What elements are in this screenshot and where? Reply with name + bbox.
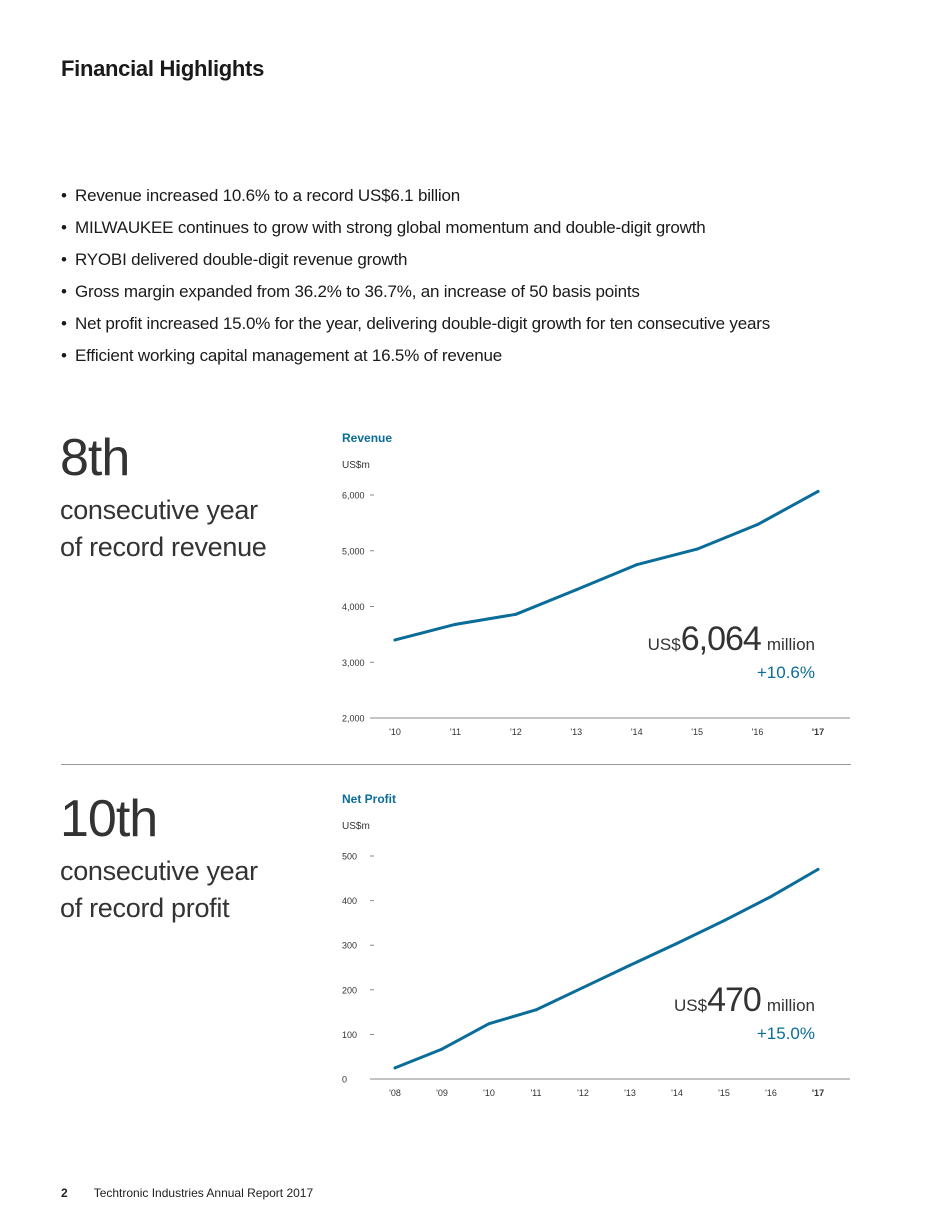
net-profit-y-tick-label: 0 (342, 1074, 348, 1085)
revenue-callout-change: +10.6% (756, 663, 815, 682)
bullet-text: Net profit increased 15.0% for the year, delivering double-digit growth for ten consecutive years (75, 314, 770, 333)
net-profit-data-point (629, 964, 632, 967)
revenue-x-tick-label: '16 (751, 727, 764, 737)
net-profit-x-tick-label: '12 (577, 1088, 589, 1098)
net-profit-y-tick-label: 400 (342, 896, 358, 907)
revenue-chart-svg (330, 425, 860, 755)
net-profit-data-point (723, 919, 726, 922)
net-profit-series-line (395, 869, 818, 1067)
list-item (61, 308, 911, 340)
list-item (61, 276, 911, 308)
net-profit-chart (330, 786, 860, 1116)
bullet-text: Efficient working capital management at 16.5% of revenue (75, 346, 502, 365)
net-profit-callout-number: 470 (707, 981, 761, 1019)
highlights-list (61, 180, 911, 372)
revenue-chart (330, 425, 860, 755)
revenue-stat-line1: consecutive year (60, 495, 258, 525)
revenue-stat-desc (60, 492, 267, 566)
revenue-callout-value (648, 620, 815, 658)
net-profit-x-tick-label: '14 (671, 1088, 683, 1098)
page-number: 2 (61, 1186, 68, 1200)
revenue-y-tick-label: 2,000 (342, 713, 365, 724)
revenue-y-tick-label: 3,000 (342, 657, 365, 668)
list-item (61, 180, 911, 212)
page-footer (61, 1186, 313, 1200)
revenue-data-point (696, 548, 699, 551)
net-profit-y-tick-label: 200 (342, 985, 358, 996)
revenue-x-tick-label: '17 (811, 727, 825, 737)
revenue-series-line (395, 491, 818, 640)
bullet-mark: • (61, 250, 67, 269)
net-profit-x-tick-label: '13 (624, 1088, 636, 1098)
revenue-y-tick-label: 5,000 (342, 546, 365, 557)
revenue-x-tick-label: '13 (570, 727, 583, 737)
bullet-text: Gross margin expanded from 36.2% to 36.7%, an increase of 50 basis points (75, 282, 640, 301)
net-profit-callout-value (674, 981, 815, 1019)
revenue-x-tick-label: '10 (389, 727, 401, 737)
net-profit-chart-svg (330, 786, 860, 1116)
bullet-mark: • (61, 346, 67, 365)
net-profit-x-tick-label: '17 (811, 1088, 825, 1098)
revenue-callout-unit: million (766, 635, 815, 654)
revenue-y-axis-label: US$m (342, 460, 370, 471)
revenue-data-point (817, 490, 820, 493)
bullet-text: RYOBI delivered double-digit revenue growth (75, 250, 408, 269)
net-profit-x-tick-label: '09 (436, 1088, 448, 1098)
net-profit-y-tick-label: 500 (342, 851, 358, 862)
list-item (61, 244, 911, 276)
net-profit-data-point (770, 895, 773, 898)
net-profit-data-point (817, 868, 820, 871)
revenue-chart-title: Revenue (342, 431, 393, 445)
net-profit-x-tick-label: '08 (389, 1088, 401, 1098)
profit-stat-desc (60, 853, 258, 927)
revenue-x-tick-label: '15 (691, 727, 704, 737)
revenue-stat-line2: of record revenue (60, 532, 267, 562)
net-profit-data-point (488, 1022, 491, 1025)
bullet-text: MILWAUKEE continues to grow with strong global momentum and double-digit growth (75, 218, 706, 237)
net-profit-data-point (394, 1066, 397, 1069)
list-item (61, 340, 911, 372)
revenue-x-tick-label: '14 (630, 727, 643, 737)
bullet-text: Revenue increased 10.6% to a record US$6.1 billion (75, 186, 461, 205)
revenue-data-point (635, 563, 638, 566)
revenue-data-point (756, 523, 759, 526)
net-profit-x-tick-label: '11 (530, 1088, 542, 1098)
section-divider (61, 764, 851, 765)
net-profit-data-point (441, 1048, 444, 1051)
revenue-data-point (514, 613, 517, 616)
revenue-stat-number: 8th (60, 429, 130, 487)
profit-stat-line1: consecutive year (60, 856, 258, 886)
bullet-mark: • (61, 186, 67, 205)
revenue-stat (60, 430, 267, 566)
net-profit-callout-prefix: US$ (674, 996, 708, 1015)
net-profit-y-tick-label: 100 (342, 1029, 358, 1040)
net-profit-chart-title: Net Profit (342, 792, 396, 806)
revenue-data-point (394, 638, 397, 641)
revenue-x-tick-label: '11 (449, 727, 461, 737)
revenue-data-point (575, 588, 578, 591)
net-profit-y-tick-label: 300 (342, 940, 358, 951)
net-profit-data-point (582, 986, 585, 989)
net-profit-callout-change: +15.0% (756, 1024, 815, 1043)
list-item (61, 212, 911, 244)
net-profit-data-point (676, 942, 679, 945)
revenue-data-point (454, 623, 457, 626)
bullet-mark: • (61, 282, 67, 301)
profit-stat (60, 791, 258, 927)
net-profit-data-point (535, 1008, 538, 1011)
bullet-mark: • (61, 218, 67, 237)
footer-text: Techtronic Industries Annual Report 2017 (93, 1186, 314, 1200)
revenue-y-tick-label: 6,000 (342, 490, 365, 501)
profit-stat-number: 10th (60, 790, 158, 848)
page-title: Financial Highlights (61, 56, 265, 81)
net-profit-x-tick-label: '16 (765, 1088, 777, 1098)
net-profit-y-axis-label: US$m (342, 821, 370, 832)
net-profit-x-tick-label: '10 (483, 1088, 495, 1098)
net-profit-x-tick-label: '15 (718, 1088, 730, 1098)
revenue-callout-prefix: US$ (647, 635, 681, 654)
revenue-x-tick-label: '12 (509, 727, 522, 737)
profit-stat-line2: of record profit (60, 893, 230, 923)
bullet-mark: • (61, 314, 67, 333)
revenue-y-tick-label: 4,000 (342, 602, 365, 612)
net-profit-callout-unit: million (766, 996, 815, 1015)
revenue-callout-number: 6,064 (680, 620, 761, 658)
